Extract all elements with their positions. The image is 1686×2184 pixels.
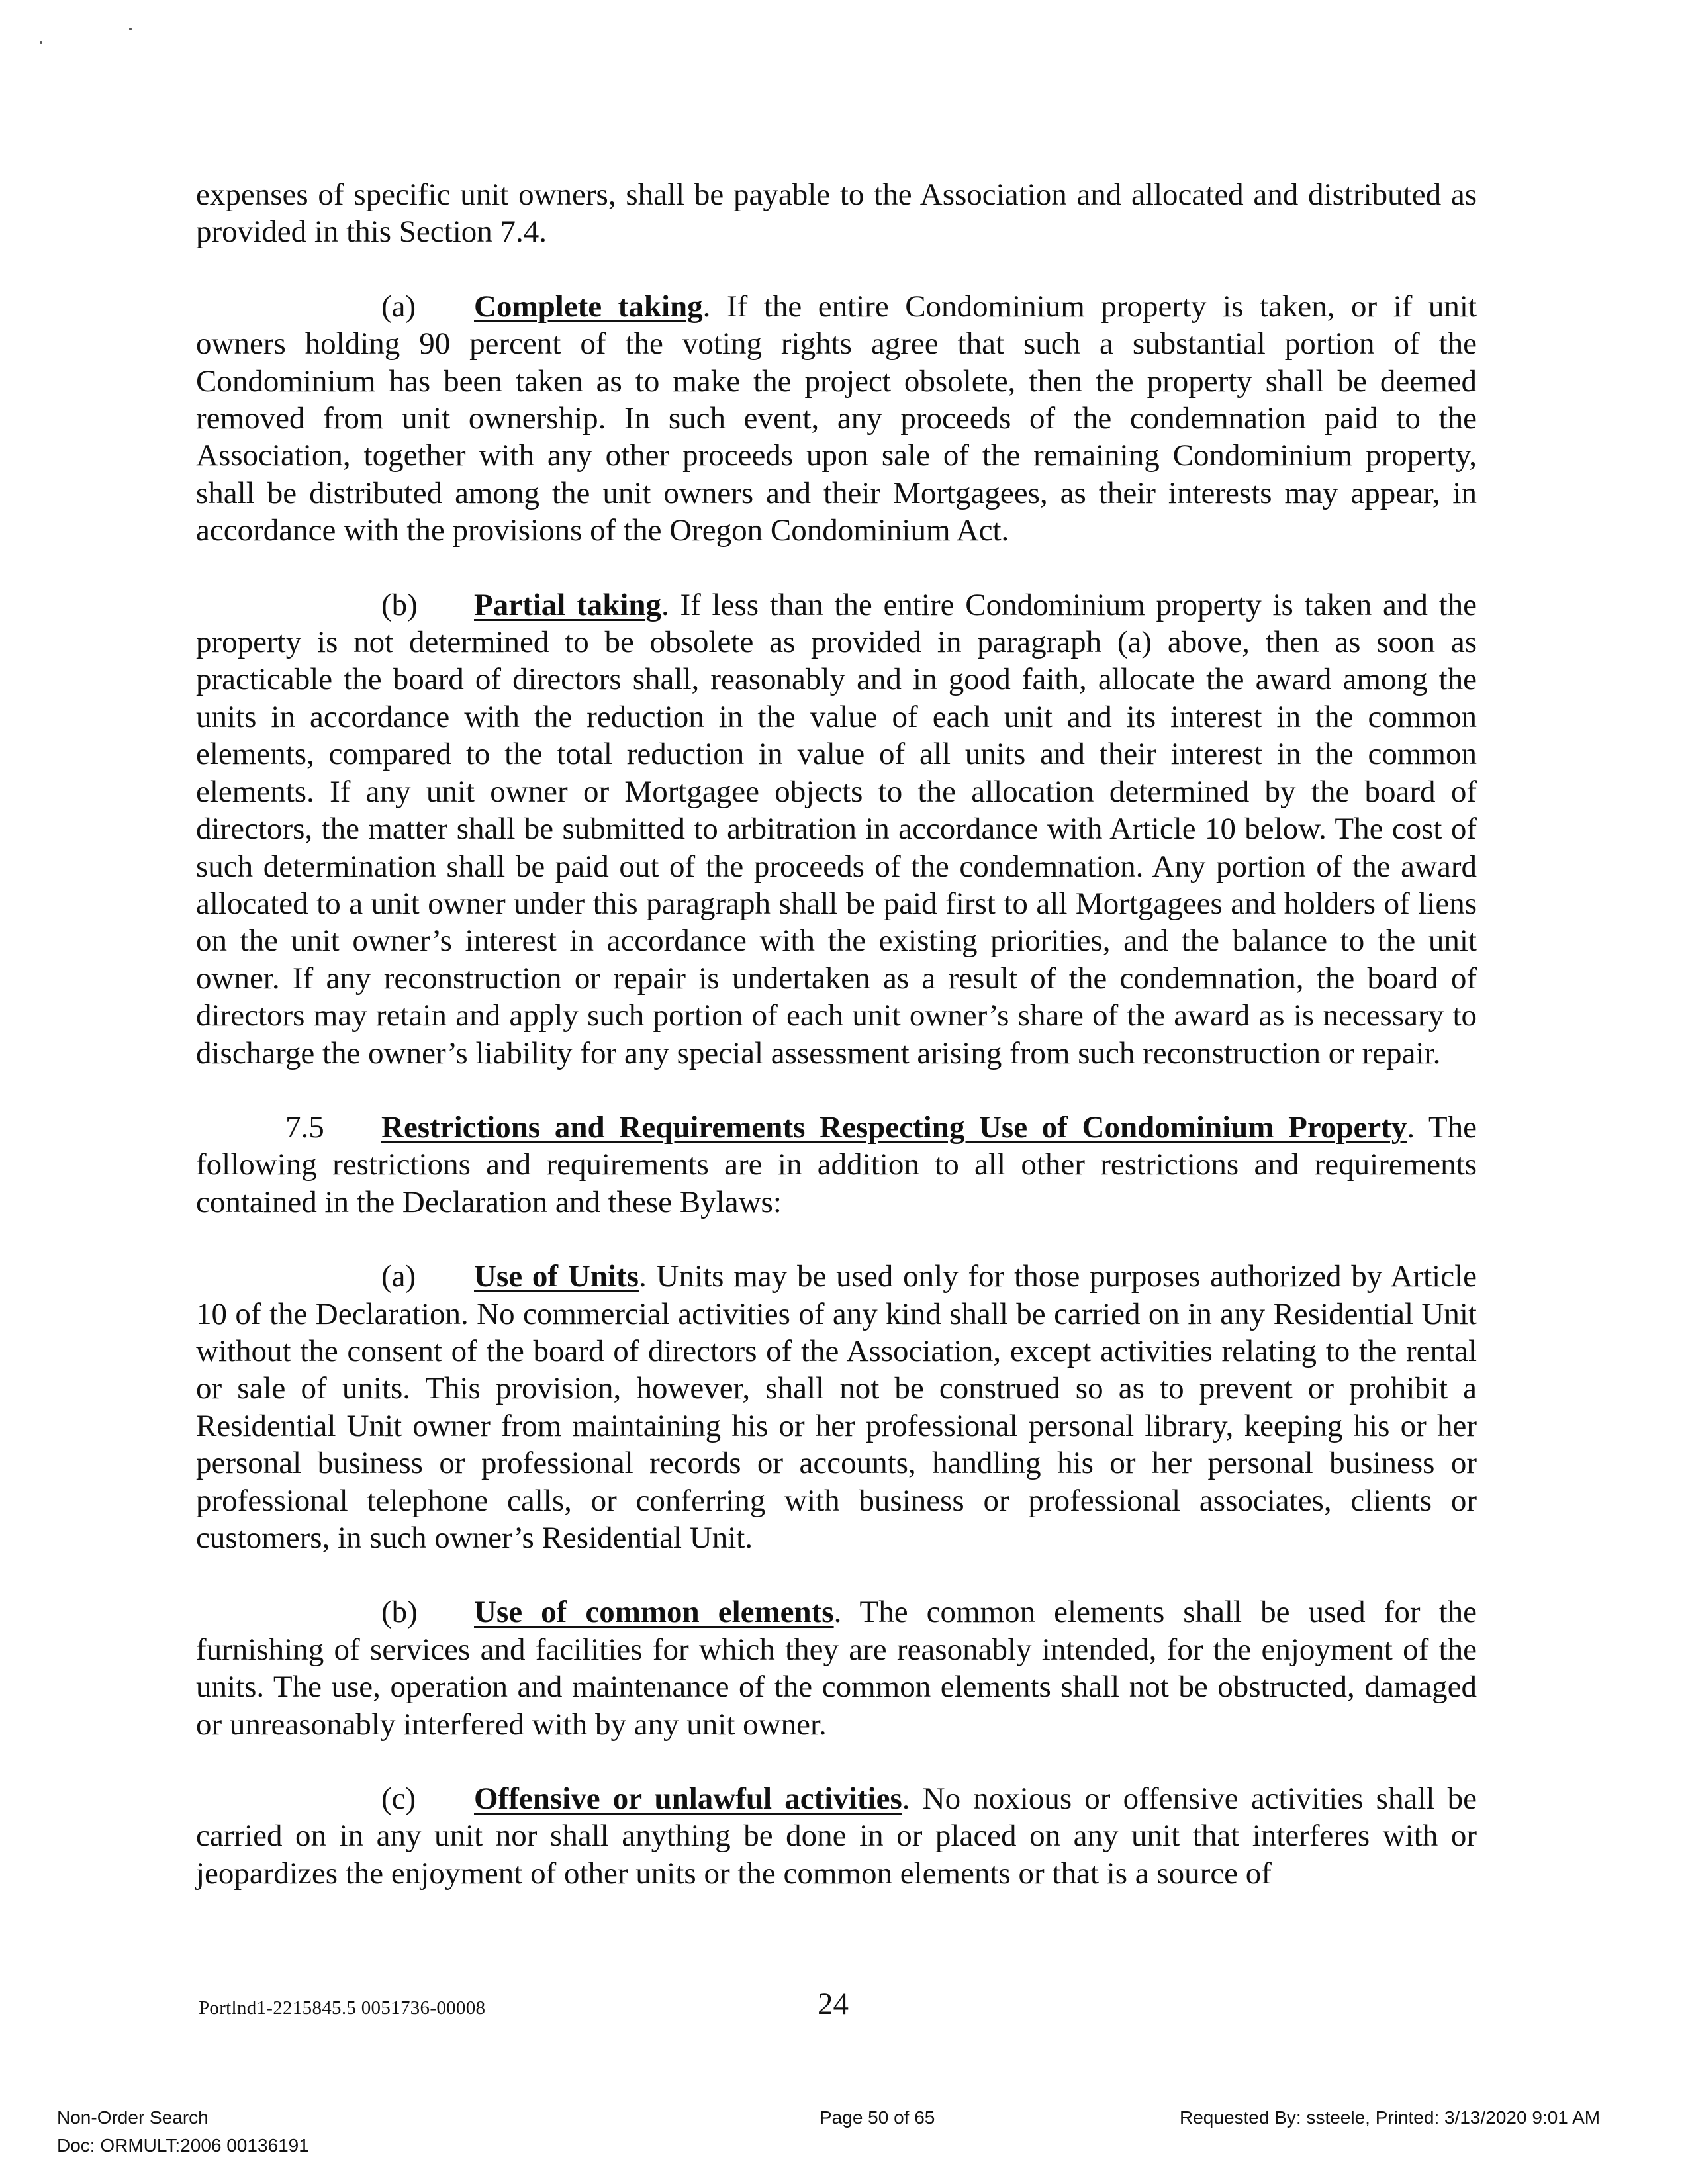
paragraph-number: (a) bbox=[381, 1259, 416, 1294]
paragraph-body: . The common elements shall be used for the furnishing of services and facilities for which they are reasonably intended, for the enjoyment of the units. The use, operation and maintenance of the common elements shall not be obstructed, damaged or unreasonably interfered with by any unit owner. bbox=[196, 1595, 1477, 1742]
stamp-search-type: Non-Order Search bbox=[57, 2107, 209, 2128]
paragraph-number: (a) bbox=[381, 289, 416, 324]
stamp-page-count: Page 50 of 65 bbox=[820, 2107, 935, 2128]
paragraph-body: . Units may be used only for those purposes authorized by Article 10 of the Declaration. No commercial activities of any kind shall be carried on in any Residential Unit without the consent of the board of directors of the Association, except activities relating to the rental or sale of units. This provision, however, shall not be construed so as to prevent or prohibit a Residential Unit owner from maintaining his or her professional personal library, keeping his or her personal business or professional records or accounts, handling his or her personal business or professional telephone calls, or conferring with business or professional associates, clients or customers, in such owner’s Residential Unit. bbox=[196, 1259, 1477, 1555]
paragraph-complete-taking bbox=[196, 288, 1477, 549]
paragraph-use-of-units bbox=[196, 1258, 1477, 1556]
paragraph-use-of-common-elements bbox=[196, 1593, 1477, 1743]
paragraph-offensive-activities bbox=[196, 1780, 1477, 1892]
paragraph-partial-taking bbox=[196, 587, 1477, 1072]
footer-document-id: Portlnd1-2215845.5 0051736-00008 bbox=[199, 1997, 486, 2018]
section-number: 7.5 bbox=[285, 1110, 324, 1145]
stamp-requested-by: Requested By: ssteele, Printed: 3/13/2020 9:01 AM bbox=[1180, 2107, 1601, 2128]
body-text bbox=[196, 176, 1477, 1892]
scan-speck bbox=[129, 28, 132, 30]
paragraph-heading: Offensive or unlawful activities bbox=[474, 1781, 902, 1817]
footer-page-number: 24 bbox=[818, 1987, 849, 2021]
paragraph-body: . If less than the entire Condominium property is taken and the property is not determined to be obsolete as provided in paragraph (a) above, then as soon as practicable the board of directors shall, reasonably and in good faith, allocate the award among the units in accordance with the reduction in the value of each unit and its interest in the common elements, compared to the total reduction in value of all units and their interest in the common elements. If any unit owner or Mortgagee objects to the allocation determined by the board of directors, the matter shall be submitted to arbitration in accordance with Article 10 below. The cost of such determination shall be paid out of the proceeds of the condemnation. Any portion of the award allocated to a unit owner under this paragraph shall be paid first to all Mortgagees and holders of liens on the unit owner’s interest in accordance with the existing priorities, and the balance to the unit owner. If any reconstruction or repair is undertaken as a result of the condemnation, the board of directors may retain and apply such portion of each unit owner’s share of the award as is necessary to discharge the owner’s liability for any special assessment arising from such reconstruction or repair. bbox=[196, 587, 1477, 1070]
section-heading: Restrictions and Requirements Respecting Use of Condominium Property bbox=[381, 1110, 1407, 1145]
paragraph-heading: Partial taking bbox=[474, 587, 662, 622]
stamp-doc-number: Doc: ORMULT:2006 00136191 bbox=[57, 2135, 309, 2156]
paragraph-body: . No noxious or offensive activities shall be carried on in any unit nor shall anything be done in or placed on any unit that interferes with or jeopardizes the enjoyment of other units or the common elements or that is a source of bbox=[196, 1781, 1477, 1891]
paragraph-intro: expenses of specific unit owners, shall be payable to the Association and allocated and distributed as provided in this Section 7.4. bbox=[196, 177, 1477, 250]
paragraph-number: (c) bbox=[381, 1781, 416, 1817]
paragraph-number: (b) bbox=[381, 1595, 418, 1630]
paragraph-heading: Use of common elements bbox=[474, 1595, 834, 1630]
paragraph-body: . If the entire Condominium property is taken, or if unit owners holding 90 percent of the voting rights agree that such a substantial portion of the Condominium has been taken as to make the project obsolete, then the property shall be deemed removed from unit ownership. In such event, any proceeds of the condemnation paid to the Association, together with any other proceeds upon sale of the remaining Condominium property, shall be distributed among the unit owners and their Mortgagees, as their interests may appear, in accordance with the provisions of the Oregon Condominium Act. bbox=[196, 289, 1477, 548]
paragraph-heading: Use of Units bbox=[474, 1259, 639, 1294]
paragraph-number: (b) bbox=[381, 587, 418, 622]
section-body: . The following restrictions and requirements are in addition to all other restrictions and requirements contained in the Declaration and these Bylaws: bbox=[196, 1110, 1477, 1219]
scan-speck bbox=[40, 41, 42, 44]
paragraph-heading: Complete taking bbox=[474, 289, 703, 324]
section-7-5 bbox=[196, 1109, 1477, 1221]
